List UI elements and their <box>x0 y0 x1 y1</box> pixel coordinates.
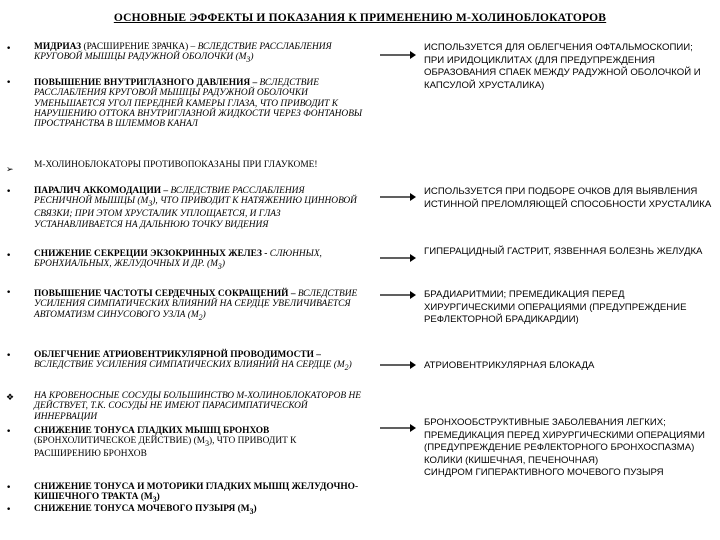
bullet-dot: • <box>6 187 12 197</box>
effect-vessels: НА КРОВЕНОСНЫЕ СОСУДЫ БОЛЬШИНСТВО М-ХОЛИНОБЛОКАТОРОВ НЕ ДЕЙСТВУЕТ, Т.К. СОСУДЫ НЕ ИМЕЮТ ПАРАСИМПАТИЧЕСКОЙ ИННЕРВАЦИИ <box>34 391 361 422</box>
effect-accommodation: ПАРАЛИЧ АККОМОДАЦИИ – ВСЛЕДСТВИЕ РАССЛАБЛЕНИЯ РЕСНИЧНОЙ МЫШЦЫ $(М_3)$, ЧТО ПРИВОДИТ К НАТЯЖЕНИЮ ЦИННОВОЙ СВЯЗКИ; ПРИ ЭТОМ ХРУСТАЛИК УПЛОЩАЕТСЯ, И ГЛАЗ УСТАНАВЛИВАЕТСЯ НА ДАЛЬНЮЮ ТОЧКУ ВИДЕНИЯ <box>34 186 357 230</box>
indication-gastritis: ГИПЕРАЦИДНЫЙ ГАСТРИТ, ЯЗВЕННАЯ БОЛЕЗНЬ ЖЕЛУДКА <box>424 246 703 257</box>
effect-heart-rate: ПОВЫШЕНИЕ ЧАСТОТЫ СЕРДЕЧНЫХ СОКРАЩЕНИЙ – ВСЛЕДСТВИЕ УСИЛЕНИЯ СИМПАТИЧЕСКИХ ВЛИЯНИЙ НА СЕРДЦЕ УВЕЛИЧИВАЕТСЯ АВТОМАТИЗМ СИНУСОВОГО УЗЛА $(М_2)$ <box>34 289 358 322</box>
bullet-dot: • <box>6 78 12 88</box>
effect-bladder: СНИЖЕНИЕ ТОНУСА МОЧЕВОГО ПУЗЫРЯ $(М_3)$ <box>34 504 257 516</box>
effect-secretion: СНИЖЕНИЕ СЕКРЕЦИИ ЭКЗОКРИННЫХ ЖЕЛЕЗ - СЛЮННЫХ, БРОНХИАЛЬНЫХ, ЖЕЛУДОЧНЫХ И ДР. $(М_3)$ <box>34 249 322 272</box>
arrow-right-icon <box>380 253 416 263</box>
bullet-dot: • <box>6 505 12 515</box>
effect-gi: СНИЖЕНИЕ ТОНУСА И МОТОРИКИ ГЛАДКИХ МЫШЦ ЖЕЛУДОЧНО-КИШЕЧНОГО ТРАКТА $(М_3)$ <box>34 482 359 505</box>
effect-glaucoma: М-ХОЛИНОБЛОКАТОРЫ ПРОТИВОПОКАЗАНЫ ПРИ ГЛАУКОМЕ! <box>34 160 318 170</box>
arrow-right-icon <box>380 423 416 433</box>
indication-glasses: ИСПОЛЬЗУЕТСЯ ПРИ ПОДБОРЕ ОЧКОВ ДЛЯ ВЫЯВЛЕНИЯ ИСТИННОЙ ПРЕЛОМЛЯЮЩЕЙ СПОСОБНОСТИ ХРУСТАЛИКА <box>424 186 712 210</box>
arrow-right-icon <box>380 290 416 300</box>
bullet-dot: • <box>6 288 12 298</box>
indication-bradyarrhythmia: БРАДИАРИТМИИ; ПРЕМЕДИКАЦИЯ ПЕРЕД ХИРУРГИЧЕСКИМИ ОПЕРАЦИЯМИ (ПРЕДУПРЕЖДЕНИЕ РЕФЛЕКТОРНОЙ БРАДИКАРДИИ) <box>424 289 687 325</box>
bullet-dot: • <box>6 251 12 261</box>
arrow-right-icon <box>380 192 416 202</box>
effect-mydriasis: МИДРИАЗ (РАСШИРЕНИЕ ЗРАЧКА) – ВСЛЕДСТВИЕ РАССЛАБЛЕНИЯ КРУГОВОЙ МЫШЦЫ РАДУЖНОЙ ОБОЛОЧКИ $(М_3)$ <box>34 42 332 65</box>
arrow-right-icon <box>380 50 416 60</box>
bullet-diamond: ❖ <box>6 393 15 403</box>
bullet-dot: • <box>6 44 12 54</box>
effect-iop: ПОВЫШЕНИЕ ВНУТРИГЛАЗНОГО ДАВЛЕНИЯ – ВСЛЕДСТВИЕ РАССЛАБЛЕНИЯ КРУГОВОЙ МЫШЦЫ РАДУЖНОЙ ОБОЛОЧКИ УМЕНЬШАЕТСЯ УГОЛ ПЕРЕДНЕЙ КАМЕРЫ ГЛАЗА, ЧТО ПРИВОДИТ К НАРУШЕНИЮ ОТТОКА ВНУТРИГЛАЗНОЙ ЖИДКОСТИ ЧЕРЕЗ ФОНТАНОВЫ ПРОСТРАНСТВА В ШЛЕММОВ КАНАЛ <box>34 78 363 130</box>
indication-av-block: АТРИОВЕНТРИКУЛЯРНАЯ БЛОКАДА <box>424 360 595 371</box>
page-title: ОСНОВНЫЕ ЭФФЕКТЫ И ПОКАЗАНИЯ К ПРИМЕНЕНИЮ М-ХОЛИНОБЛОКАТОРОВ <box>113 12 607 24</box>
bullet-dot: • <box>6 351 12 361</box>
indication-bronchoobstructive: БРОНХООБСТРУКТИВНЫЕ ЗАБОЛЕВАНИЯ ЛЕГКИХ; ПРЕМЕДИКАЦИЯ ПЕРЕД ХИРУРГИЧЕСКИМИ ОПЕРАЦИЯМИ (ПРЕДУПРЕЖДЕНИЕ РЕФЛЕКТОРНОГО БРОНХОСПАЗМА) КОЛИКИ (КИШЕЧНАЯ, ПЕЧЕНОЧНАЯ) СИНДРОМ ГИПЕРАКТИВНОГО МОЧЕВОГО ПУЗЫРЯ <box>424 417 705 478</box>
effect-av-conduction: ОБЛЕГЧЕНИЕ АТРИОВЕНТРИКУЛЯРНОЙ ПРОВОДИМОСТИ – ВСЛЕДСТВИЕ УСИЛЕНИЯ СИМПАТИЧЕСКИХ ВЛИЯНИЙ НА СЕРДЦЕ $(М_2)$ <box>34 350 352 373</box>
bullet-dot: • <box>6 483 12 493</box>
effect-bronchi: СНИЖЕНИЕ ТОНУСА ГЛАДКИХ МЫШЦ БРОНХОВ (БРОНХОЛИТИЧЕСКОЕ ДЕЙСТВИЕ) $(М_3)$, ЧТО ПРИВОДИТ К РАСШИРЕНИЮ БРОНХОВ <box>34 426 297 460</box>
arrow-right-icon <box>380 360 416 370</box>
indication-eye: ИСПОЛЬЗУЕТСЯ ДЛЯ ОБЛЕГЧЕНИЯ ОФТАЛЬМОСКОПИИ; ПРИ ИРИДОЦИКЛИТАХ (ДЛЯ ПРЕДУПРЕЖДЕНИЯ ОБРАЗОВАНИЯ СПАЕК МЕЖДУ РАДУЖНОЙ ОБОЛОЧКОЙ И КАПСУЛОЙ ХРУСТАЛИКА) <box>424 42 701 91</box>
bullet-arrow: ➢ <box>6 165 14 175</box>
bullet-dot: • <box>6 427 12 437</box>
